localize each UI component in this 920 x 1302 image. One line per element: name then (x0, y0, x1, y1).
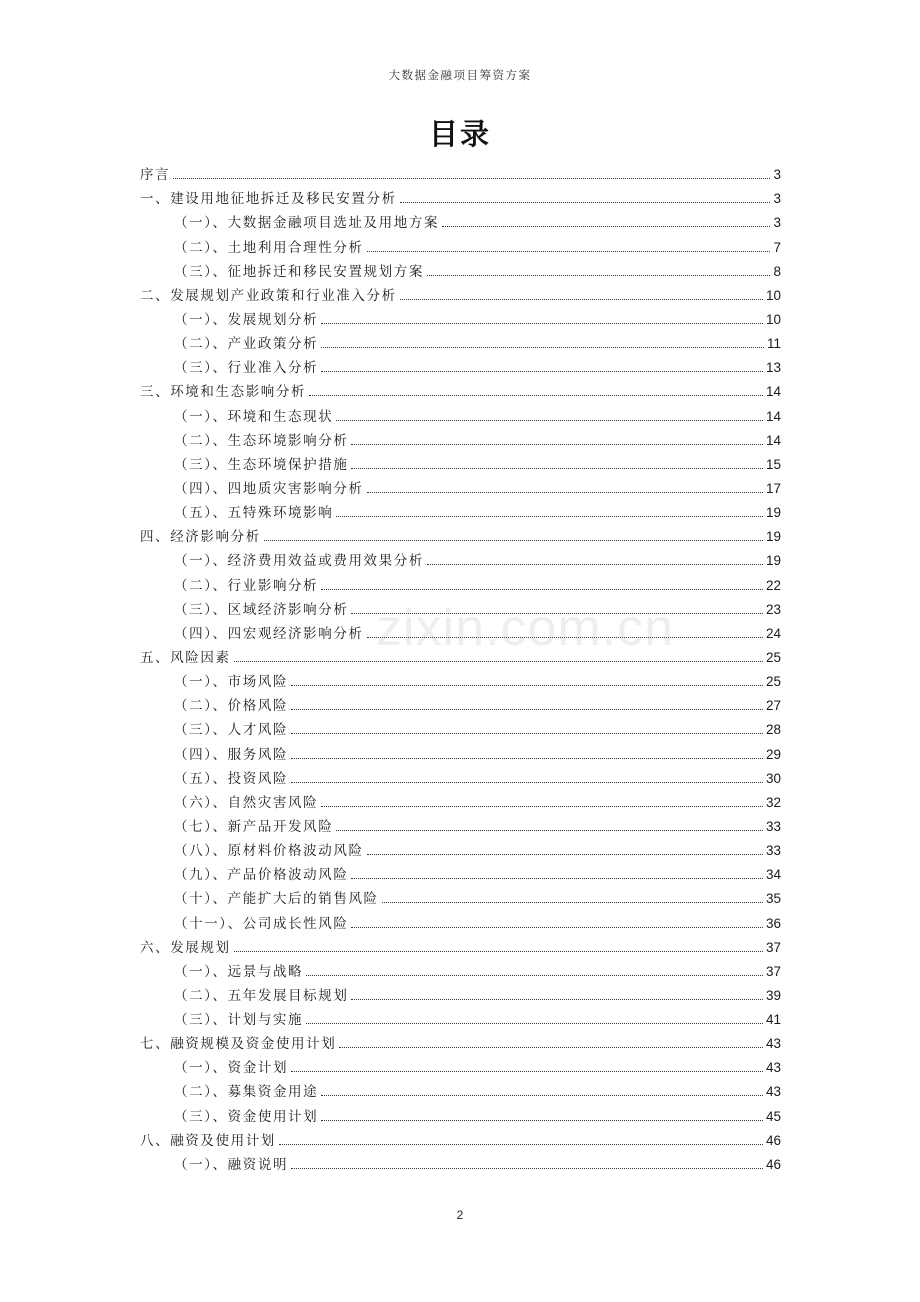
toc-entry[interactable] (140, 426, 781, 450)
toc-entry-label: 五、风险因素 (140, 649, 231, 666)
toc-entry[interactable] (140, 401, 781, 425)
toc-entry-page: 14 (765, 384, 781, 400)
document-header-title: 大数据金融项目筹资方案 (388, 68, 532, 82)
toc-entry-label: （二）、募集资金用途 (174, 1084, 319, 1101)
toc-dot-leader (367, 492, 763, 493)
toc-dot-leader (279, 1144, 763, 1145)
watermark: zixin.com.cn (376, 599, 675, 657)
toc-entry-page: 10 (765, 311, 781, 327)
toc-entry-page: 33 (765, 843, 781, 859)
toc-dot-leader (321, 589, 763, 590)
toc-entry-page: 43 (765, 1084, 781, 1100)
toc-entry-page: 43 (765, 1036, 781, 1052)
toc-entry-label: （一）、经济费用效益或费用效果分析 (174, 553, 424, 570)
toc-entry[interactable] (140, 715, 781, 739)
toc-dot-leader (291, 1168, 763, 1169)
toc-dot-leader (306, 975, 763, 976)
toc-entry[interactable] (140, 160, 781, 184)
toc-entry-page: 37 (765, 939, 781, 955)
toc-entry[interactable] (140, 981, 781, 1005)
toc-entry-label: （六）、自然灾害风险 (174, 794, 319, 811)
toc-entry-page: 41 (765, 1012, 781, 1028)
toc-entry-page: 8 (773, 263, 781, 279)
toc-entry-page: 32 (765, 794, 781, 810)
toc-entry[interactable] (140, 619, 781, 643)
toc-entry-label: （一）、环境和生态现状 (174, 408, 334, 425)
toc-entry[interactable] (140, 257, 781, 281)
toc-entry-label: （二）、行业影响分析 (174, 577, 319, 594)
toc-entry[interactable] (140, 667, 781, 691)
toc-dot-leader (291, 782, 763, 783)
toc-entry-label: （一）、远景与战略 (174, 963, 304, 980)
toc-entry-label: （一）、发展规划分析 (174, 311, 319, 328)
toc-entry[interactable] (140, 1077, 781, 1101)
toc-entry-page: 3 (773, 167, 781, 183)
toc-entry-label: （三）、行业准入分析 (174, 360, 319, 377)
toc-entry[interactable] (140, 353, 781, 377)
toc-dot-leader (367, 251, 771, 252)
toc-entry-page: 46 (765, 1156, 781, 1172)
toc-entry-page: 19 (765, 529, 781, 545)
toc-entry[interactable] (140, 450, 781, 474)
toc-entry-page: 29 (765, 746, 781, 762)
toc-entry-label: （二）、生态环境影响分析 (174, 432, 349, 449)
toc-entry[interactable] (140, 643, 781, 667)
toc-dot-leader (427, 275, 771, 276)
toc-entry-page: 14 (765, 432, 781, 448)
toc-entry[interactable] (140, 305, 781, 329)
toc-entry[interactable] (140, 570, 781, 594)
toc-entry[interactable] (140, 329, 781, 353)
toc-entry[interactable] (140, 208, 781, 232)
toc-dot-leader (291, 1071, 763, 1072)
toc-entry[interactable] (140, 1053, 781, 1077)
toc-dot-leader (442, 226, 770, 227)
toc-dot-leader (351, 468, 763, 469)
toc-dot-leader (351, 444, 763, 445)
toc-dot-leader (234, 951, 763, 952)
toc-entry-page: 22 (765, 577, 781, 593)
toc-entry[interactable] (140, 377, 781, 401)
toc-entry-label: （三）、资金使用计划 (174, 1108, 319, 1125)
toc-dot-leader (291, 733, 763, 734)
toc-list (140, 160, 781, 1174)
toc-entry[interactable] (140, 764, 781, 788)
toc-entry-page: 30 (765, 770, 781, 786)
toc-dot-leader (291, 685, 763, 686)
toc-entry-page: 15 (765, 456, 781, 472)
toc-title: 目录 (428, 117, 491, 151)
toc-entry-label: 四、经济影响分析 (140, 529, 261, 546)
toc-entry-label: （四）、四地质灾害影响分析 (174, 480, 364, 497)
toc-entry-label: （五）、投资风险 (174, 770, 289, 787)
toc-entry-page: 19 (765, 553, 781, 569)
toc-entry-page: 10 (765, 287, 781, 303)
toc-dot-leader (291, 709, 763, 710)
toc-entry-page: 19 (765, 505, 781, 521)
toc-entry-label: （三）、区域经济影响分析 (174, 601, 349, 618)
toc-entry-page: 28 (765, 722, 781, 738)
toc-entry-page: 43 (765, 1060, 781, 1076)
toc-entry-label: （五）、五特殊环境影响 (174, 505, 334, 522)
toc-dot-leader (367, 637, 763, 638)
toc-dot-leader (336, 420, 763, 421)
toc-dot-leader (339, 1047, 763, 1048)
toc-entry-label: （一）、市场风险 (174, 674, 289, 691)
toc-dot-leader (321, 1095, 763, 1096)
toc-entry-label: 二、发展规划产业政策和行业准入分析 (140, 287, 397, 304)
toc-dot-leader (321, 1120, 763, 1121)
toc-dot-leader (351, 927, 763, 928)
toc-entry[interactable] (140, 522, 781, 546)
toc-dot-leader (306, 1023, 763, 1024)
toc-entry-label: （二）、五年发展目标规划 (174, 987, 349, 1004)
toc-entry[interactable] (140, 1005, 781, 1029)
toc-dot-leader (351, 999, 763, 1000)
toc-entry[interactable] (140, 281, 781, 305)
toc-entry[interactable] (140, 184, 781, 208)
toc-dot-leader (351, 878, 763, 879)
toc-entry-label: 三、环境和生态影响分析 (140, 384, 307, 401)
toc-dot-leader (367, 854, 763, 855)
toc-entry-label: （八）、原材料价格波动风险 (174, 843, 364, 860)
toc-entry-page: 24 (765, 625, 781, 641)
toc-entry-page: 3 (773, 191, 781, 207)
toc-entry-label: （三）、人才风险 (174, 722, 289, 739)
toc-entry-page: 39 (765, 987, 781, 1003)
toc-entry[interactable] (140, 1101, 781, 1125)
toc-entry[interactable] (140, 546, 781, 570)
toc-entry[interactable] (140, 474, 781, 498)
toc-entry[interactable] (140, 908, 781, 932)
toc-entry-label: （十）、产能扩大后的销售风险 (174, 891, 379, 908)
toc-entry[interactable] (140, 812, 781, 836)
toc-entry-page: 23 (765, 601, 781, 617)
toc-entry[interactable] (140, 884, 781, 908)
toc-entry-page: 34 (765, 867, 781, 883)
toc-entry[interactable] (140, 1126, 781, 1150)
toc-entry-page: 37 (765, 963, 781, 979)
toc-entry-page: 13 (765, 360, 781, 376)
toc-entry-page: 14 (765, 408, 781, 424)
toc-entry[interactable] (140, 860, 781, 884)
toc-entry-page: 45 (765, 1108, 781, 1124)
toc-entry-page: 35 (765, 891, 781, 907)
toc-entry[interactable] (140, 1150, 781, 1174)
toc-entry-label: （一）、资金计划 (174, 1060, 289, 1077)
toc-dot-leader (400, 202, 771, 203)
toc-entry-label: 七、融资规模及资金使用计划 (140, 1036, 337, 1053)
toc-dot-leader (321, 347, 764, 348)
toc-entry[interactable] (140, 739, 781, 763)
toc-entry-label: （二）、产业政策分析 (174, 336, 319, 353)
toc-entry[interactable] (140, 595, 781, 619)
toc-entry-label: （九）、产品价格波动风险 (174, 867, 349, 884)
toc-entry-label: （七）、新产品开发风险 (174, 818, 334, 835)
toc-entry-label: （四）、四宏观经济影响分析 (174, 625, 364, 642)
toc-entry-page: 11 (766, 336, 781, 352)
toc-entry[interactable] (140, 498, 781, 522)
toc-entry-label: （三）、生态环境保护措施 (174, 456, 349, 473)
toc-dot-leader (321, 371, 763, 372)
toc-entry[interactable] (140, 232, 781, 256)
toc-entry[interactable] (140, 1029, 781, 1053)
toc-entry-label: 八、融资及使用计划 (140, 1132, 276, 1149)
toc-entry-page: 46 (765, 1132, 781, 1148)
toc-dot-leader (234, 661, 763, 662)
toc-dot-leader (427, 564, 763, 565)
toc-dot-leader (336, 516, 763, 517)
toc-dot-leader (321, 323, 763, 324)
toc-entry-page: 36 (765, 915, 781, 931)
toc-entry-label: （一）、融资说明 (174, 1156, 289, 1173)
toc-entry-page: 25 (765, 674, 781, 690)
toc-entry[interactable] (140, 933, 781, 957)
toc-entry-label: （十一）、公司成长性风险 (174, 915, 349, 932)
toc-entry-page: 33 (765, 818, 781, 834)
toc-entry-page: 7 (773, 239, 781, 255)
toc-dot-leader (336, 830, 763, 831)
toc-entry-page: 17 (765, 480, 781, 496)
toc-entry-label: （三）、计划与实施 (174, 1012, 304, 1029)
toc-entry[interactable] (140, 836, 781, 860)
toc-entry-label: 六、发展规划 (140, 939, 231, 956)
toc-entry[interactable] (140, 788, 781, 812)
toc-dot-leader (309, 395, 763, 396)
toc-dot-leader (351, 613, 763, 614)
toc-dot-leader (291, 758, 763, 759)
toc-dot-leader (382, 902, 763, 903)
page-number: 2 (456, 1208, 464, 1222)
toc-entry[interactable] (140, 691, 781, 715)
toc-dot-leader (173, 178, 770, 179)
toc-entry-label: （三）、征地拆迁和移民安置规划方案 (174, 263, 424, 280)
toc-entry-label: （二）、价格风险 (174, 698, 289, 715)
toc-entry-page: 27 (765, 698, 781, 714)
toc-entry-label: 一、建设用地征地拆迁及移民安置分析 (140, 191, 397, 208)
toc-entry-label: （四）、服务风险 (174, 746, 289, 763)
toc-entry[interactable] (140, 957, 781, 981)
toc-entry-page: 25 (765, 649, 781, 665)
toc-entry-page: 3 (773, 215, 781, 231)
toc-entry-label: （一）、大数据金融项目选址及用地方案 (174, 215, 440, 232)
toc-dot-leader (400, 299, 763, 300)
toc-entry-label: （二）、土地利用合理性分析 (174, 239, 364, 256)
toc-dot-leader (321, 806, 763, 807)
toc-dot-leader (264, 540, 763, 541)
toc-entry-label: 序言 (140, 167, 171, 184)
